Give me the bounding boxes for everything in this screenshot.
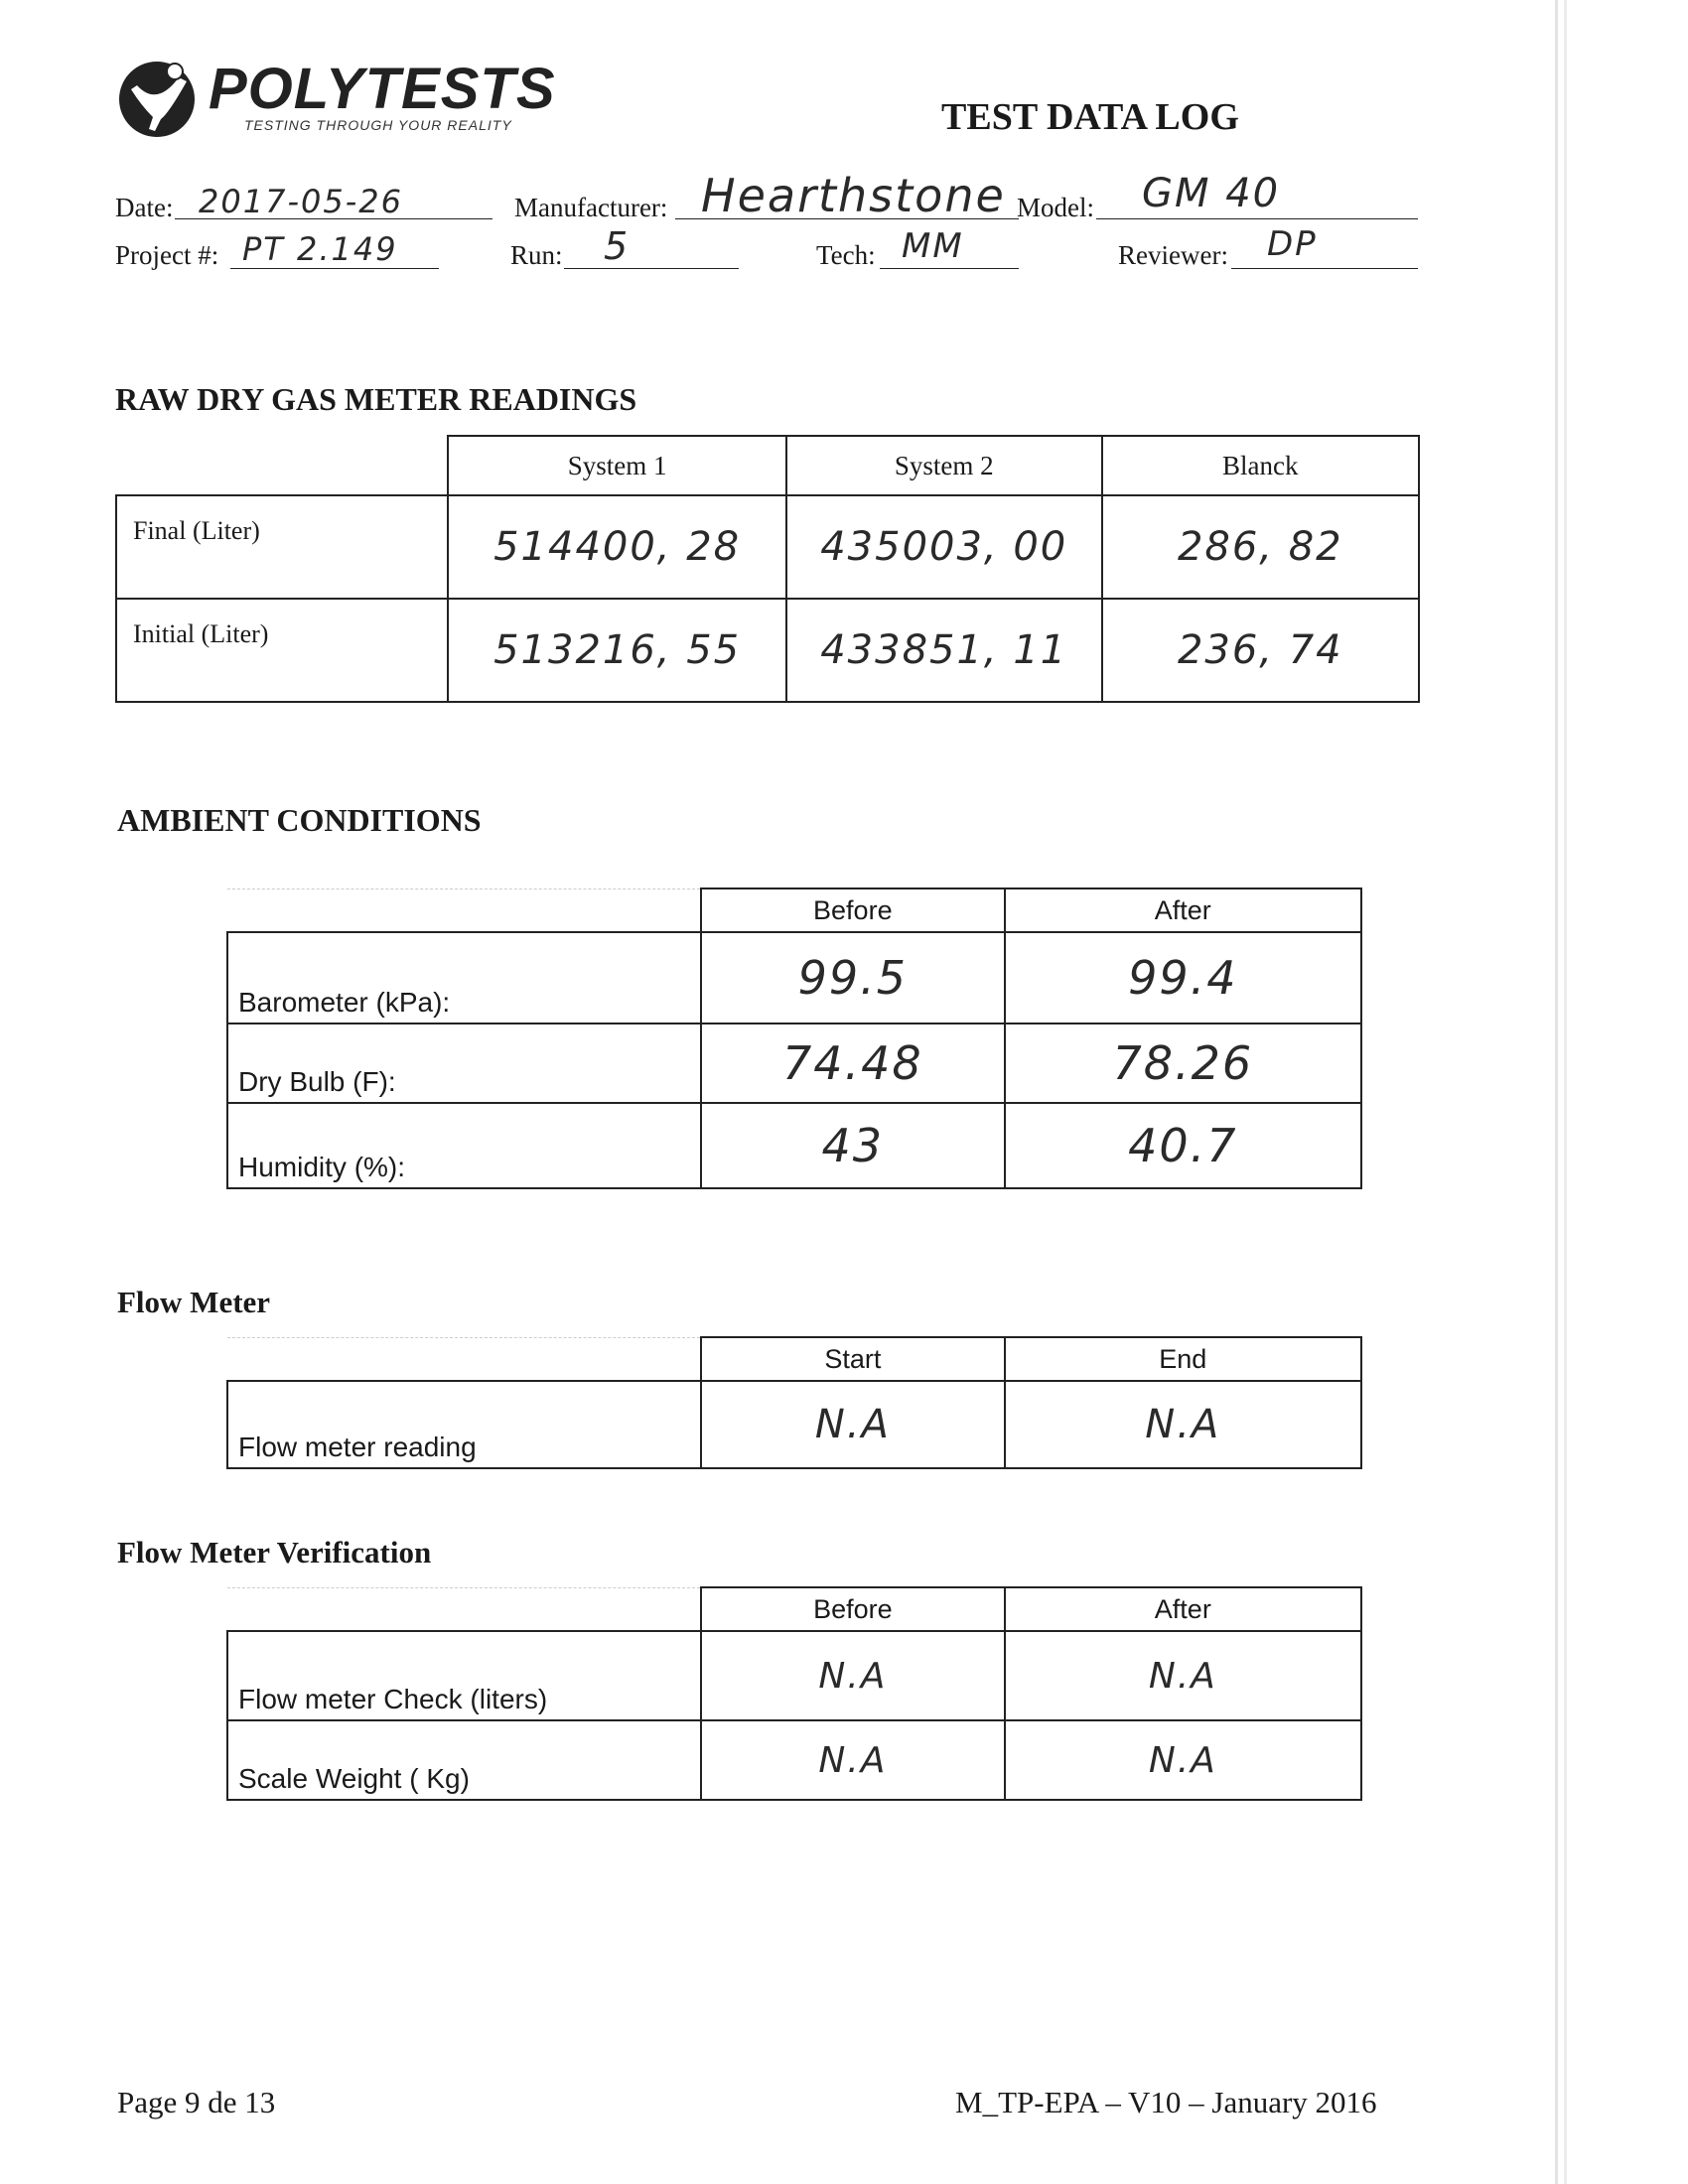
document-version: M_TP-EPA – V10 – January 2016 bbox=[955, 2085, 1377, 2119]
row-label-flow-meter-reading: Flow meter reading bbox=[227, 1381, 701, 1468]
flow-verification-header-row bbox=[227, 1587, 1361, 1631]
flow-meter-table bbox=[226, 1336, 1362, 1469]
table-row bbox=[227, 1103, 1361, 1188]
final-system-1-value: 514400, 28 bbox=[448, 495, 786, 599]
project-label: Project #: bbox=[115, 240, 219, 270]
tech-value: MM bbox=[902, 226, 964, 266]
flow-meter-title: Flow Meter bbox=[117, 1285, 271, 1319]
initial-blanck-value: 236, 74 bbox=[1102, 599, 1419, 702]
row-label-humidity: Humidity (%): bbox=[227, 1103, 701, 1188]
run-label: Run: bbox=[510, 240, 563, 270]
dry-bulb-before-value: 74.48 bbox=[701, 1024, 1005, 1103]
row-label-barometer: Barometer (kPa): bbox=[227, 932, 701, 1024]
column-header-after: After bbox=[1005, 888, 1361, 932]
manufacturer-value: Hearthstone bbox=[701, 169, 1006, 222]
reviewer-label: Reviewer: bbox=[1118, 240, 1228, 270]
final-blanck-value: 286, 82 bbox=[1102, 495, 1419, 599]
ambient-table bbox=[226, 887, 1362, 1189]
table-row bbox=[227, 1381, 1361, 1468]
flow-verification-title: Flow Meter Verification bbox=[117, 1535, 432, 1570]
initial-system-2-value: 433851, 11 bbox=[786, 599, 1102, 702]
table-row bbox=[227, 1631, 1361, 1720]
run-underline bbox=[564, 268, 739, 269]
tech-underline bbox=[880, 268, 1019, 269]
flow-verification-table bbox=[226, 1586, 1362, 1801]
date-label: Date: bbox=[115, 193, 174, 222]
run-value: 5 bbox=[604, 224, 631, 268]
flow-meter-end-value: N.A bbox=[1005, 1381, 1361, 1468]
date-value: 2017-05-26 bbox=[199, 183, 403, 220]
column-header-blanck: Blanck bbox=[1102, 436, 1419, 495]
reviewer-underline bbox=[1231, 268, 1418, 269]
initial-system-1-value: 513216, 55 bbox=[448, 599, 786, 702]
model-underline bbox=[1096, 218, 1418, 219]
humidity-after-value: 40.7 bbox=[1005, 1103, 1361, 1188]
tech-label: Tech: bbox=[816, 240, 876, 270]
scan-edge-line bbox=[1564, 0, 1567, 2184]
row-label-dry-bulb: Dry Bulb (F): bbox=[227, 1024, 701, 1103]
flow-check-after-value: N.A bbox=[1005, 1631, 1361, 1720]
column-header-system-1: System 1 bbox=[448, 436, 786, 495]
logo-emblem-icon bbox=[117, 56, 201, 139]
flow-verification-corner-cell bbox=[227, 1587, 701, 1631]
dry-bulb-after-value: 78.26 bbox=[1005, 1024, 1361, 1103]
reviewer-value: DP bbox=[1267, 224, 1318, 264]
table-row bbox=[227, 1024, 1361, 1103]
barometer-after-value: 99.4 bbox=[1005, 932, 1361, 1024]
ambient-corner-cell bbox=[227, 888, 701, 932]
final-system-2-value: 435003, 00 bbox=[786, 495, 1102, 599]
raw-gas-title: RAW DRY GAS METER READINGS bbox=[115, 381, 637, 417]
project-value: PT 2.149 bbox=[242, 230, 398, 268]
raw-gas-header-row bbox=[116, 436, 1419, 495]
row-label-final: Final (Liter) bbox=[116, 495, 448, 599]
barometer-before-value: 99.5 bbox=[701, 932, 1005, 1024]
column-header-after: After bbox=[1005, 1587, 1361, 1631]
row-label-flow-meter-check: Flow meter Check (liters) bbox=[227, 1631, 701, 1720]
model-value: GM 40 bbox=[1142, 171, 1281, 216]
raw-gas-table bbox=[115, 435, 1420, 703]
document-title: TEST DATA LOG bbox=[941, 96, 1239, 138]
table-row bbox=[116, 599, 1419, 702]
manufacturer-label: Manufacturer: bbox=[514, 193, 668, 222]
row-label-initial: Initial (Liter) bbox=[116, 599, 448, 702]
raw-gas-corner-cell bbox=[116, 436, 448, 495]
page-number: Page 9 de 13 bbox=[117, 2085, 276, 2119]
scale-weight-before-value: N.A bbox=[701, 1720, 1004, 1800]
column-header-end: End bbox=[1005, 1337, 1361, 1381]
logo-brand-text: POLYTESTS bbox=[209, 57, 556, 121]
flow-meter-start-value: N.A bbox=[701, 1381, 1004, 1468]
humidity-before-value: 43 bbox=[701, 1103, 1005, 1188]
ambient-title: AMBIENT CONDITIONS bbox=[117, 802, 482, 838]
model-label: Model: bbox=[1017, 193, 1094, 222]
column-header-before: Before bbox=[701, 888, 1005, 932]
scale-weight-after-value: N.A bbox=[1005, 1720, 1361, 1800]
ambient-header-row bbox=[227, 888, 1361, 932]
logo-tagline: TESTING THROUGH YOUR REALITY bbox=[244, 117, 512, 133]
flow-meter-header-row bbox=[227, 1337, 1361, 1381]
column-header-before: Before bbox=[701, 1587, 1004, 1631]
table-row bbox=[227, 932, 1361, 1024]
column-header-start: Start bbox=[701, 1337, 1004, 1381]
column-header-system-2: System 2 bbox=[786, 436, 1102, 495]
table-row bbox=[116, 495, 1419, 599]
table-row bbox=[227, 1720, 1361, 1800]
flow-check-before-value: N.A bbox=[701, 1631, 1004, 1720]
flow-meter-corner-cell bbox=[227, 1337, 701, 1381]
row-label-scale-weight: Scale Weight ( Kg) bbox=[227, 1720, 701, 1800]
company-logo bbox=[117, 56, 554, 137]
project-underline bbox=[230, 268, 439, 269]
scan-edge-line bbox=[1555, 0, 1558, 2184]
